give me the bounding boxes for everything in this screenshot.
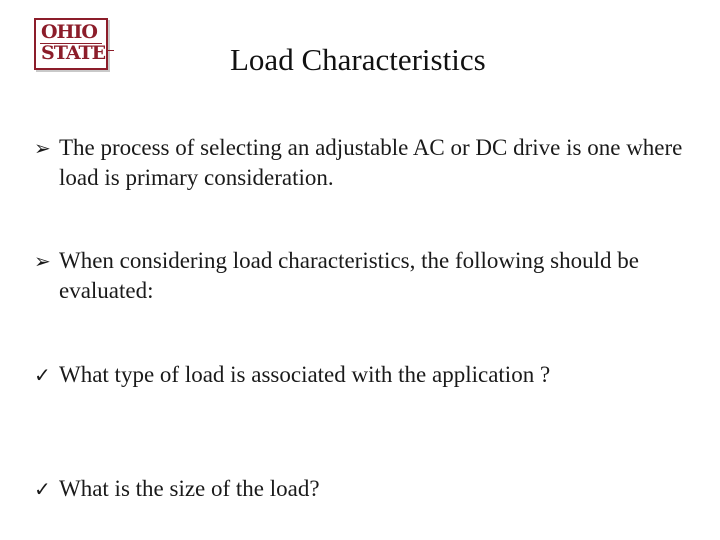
checkmark-bullet-icon: ✓ [34, 477, 51, 501]
bullet-item [34, 133, 694, 193]
bullet-item [34, 246, 694, 306]
logo-text-ohio: OHIO [41, 21, 97, 43]
arrow-bullet-icon: ➢ [34, 249, 51, 273]
slide-title: Load Characteristics [230, 42, 486, 77]
logo-text-state: STATE [41, 42, 106, 64]
checkmark-bullet-icon: ✓ [34, 363, 51, 387]
bullet-item [34, 360, 694, 390]
bullet-text: When considering load characteristics, the following should be evaluated: [59, 248, 639, 303]
bullet-text: The process of selecting an adjustable AC or DC drive is one where load is primary consideration. [59, 135, 683, 190]
ohio-state-logo [34, 18, 108, 70]
bullet-text: What is the size of the load? [59, 476, 320, 501]
arrow-bullet-icon: ➢ [34, 136, 51, 160]
bullet-item [34, 474, 694, 504]
logo-tail-rule [108, 50, 114, 51]
bullet-text: What type of load is associated with the application ? [59, 362, 551, 387]
